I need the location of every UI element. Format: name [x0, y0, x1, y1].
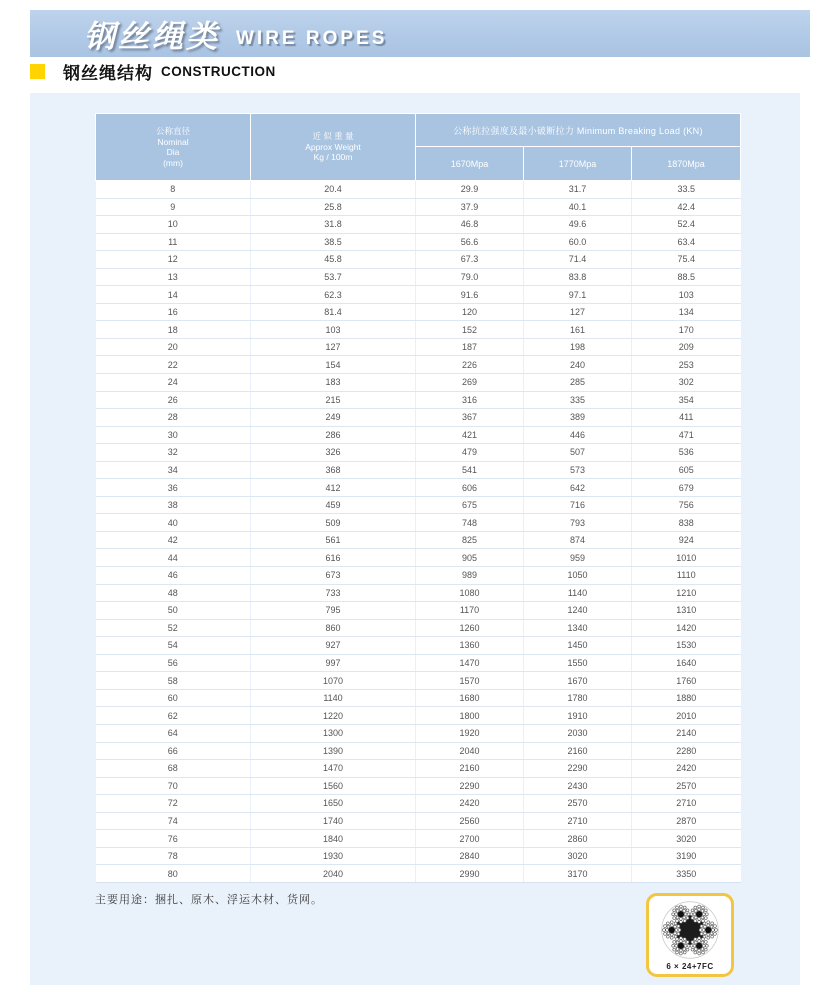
table-cell: 675	[416, 496, 524, 514]
table-cell: 1450	[524, 637, 632, 655]
table-cell: 33.5	[632, 181, 741, 199]
table-cell: 1800	[416, 707, 524, 725]
table-cell: 2560	[416, 812, 524, 830]
table-cell: 26	[96, 391, 251, 409]
table-cell: 536	[632, 444, 741, 462]
table-cell: 1220	[251, 707, 416, 725]
table-row	[96, 198, 741, 216]
table-cell: 1640	[632, 654, 741, 672]
table-cell: 161	[524, 321, 632, 339]
table-cell: 2420	[416, 795, 524, 813]
table-row	[96, 584, 741, 602]
table-cell: 120	[416, 303, 524, 321]
table-cell: 13	[96, 268, 251, 286]
table-row	[96, 830, 741, 848]
table-cell: 616	[251, 549, 416, 567]
table-cell: 91.6	[416, 286, 524, 304]
rope-construction-label: 6 × 24+7FC	[666, 962, 714, 971]
table-cell: 874	[524, 531, 632, 549]
table-cell: 1170	[416, 602, 524, 620]
table-cell: 997	[251, 654, 416, 672]
table-cell: 45.8	[251, 251, 416, 269]
table-cell: 170	[632, 321, 741, 339]
table-row	[96, 233, 741, 251]
usage-note: 主要用途：捆扎、原木、浮运木材、货网。	[95, 894, 323, 906]
table-cell: 354	[632, 391, 741, 409]
table-cell: 673	[251, 567, 416, 585]
col-header-line: (mm)	[163, 157, 183, 168]
col-header-min-breaking-load: 公称抗拉强度及最小破断拉力 Minimum Breaking Load (KN)	[416, 114, 741, 147]
table-cell: 81.4	[251, 303, 416, 321]
table-cell: 9	[96, 198, 251, 216]
table-cell: 18	[96, 321, 251, 339]
table-cell: 25.8	[251, 198, 416, 216]
table-cell: 127	[251, 338, 416, 356]
table-row	[96, 461, 741, 479]
table-row	[96, 181, 741, 199]
table-cell: 1210	[632, 584, 741, 602]
yellow-bullet-icon	[30, 64, 45, 79]
table-row	[96, 619, 741, 637]
table-cell: 1050	[524, 567, 632, 585]
table-cell: 860	[251, 619, 416, 637]
table-body	[96, 181, 741, 883]
table-cell: 905	[416, 549, 524, 567]
table-cell: 53.7	[251, 268, 416, 286]
table-cell: 79.0	[416, 268, 524, 286]
table-cell: 134	[632, 303, 741, 321]
table-cell: 285	[524, 374, 632, 392]
table-row	[96, 216, 741, 234]
table-cell: 2280	[632, 742, 741, 760]
table-cell: 2160	[524, 742, 632, 760]
table-cell: 326	[251, 444, 416, 462]
table-cell: 44	[96, 549, 251, 567]
table-cell: 249	[251, 409, 416, 427]
col-header-line: Kg / 100m	[313, 152, 353, 163]
table-cell: 541	[416, 461, 524, 479]
table-cell: 127	[524, 303, 632, 321]
table-cell: 42.4	[632, 198, 741, 216]
table-cell: 989	[416, 567, 524, 585]
table-cell: 1670	[524, 672, 632, 690]
table-cell: 2290	[416, 777, 524, 795]
table-cell: 70	[96, 777, 251, 795]
table-cell: 411	[632, 409, 741, 427]
table-cell: 20.4	[251, 181, 416, 199]
table-cell: 1780	[524, 689, 632, 707]
table-cell: 34	[96, 461, 251, 479]
table-row	[96, 531, 741, 549]
table-cell: 152	[416, 321, 524, 339]
table-cell: 2140	[632, 724, 741, 742]
table-row	[96, 356, 741, 374]
table-cell: 16	[96, 303, 251, 321]
col-header-approx-weight	[251, 114, 416, 181]
table-cell: 78	[96, 847, 251, 865]
table-row	[96, 795, 741, 813]
table-cell: 2710	[524, 812, 632, 830]
table-cell: 46	[96, 567, 251, 585]
table-cell: 40	[96, 514, 251, 532]
table-cell: 1470	[416, 654, 524, 672]
table-cell: 793	[524, 514, 632, 532]
table-cell: 1470	[251, 760, 416, 778]
table-cell: 367	[416, 409, 524, 427]
table-cell: 2860	[524, 830, 632, 848]
table-cell: 459	[251, 496, 416, 514]
table-cell: 24	[96, 374, 251, 392]
table-cell: 1550	[524, 654, 632, 672]
table-cell: 509	[251, 514, 416, 532]
table-row	[96, 444, 741, 462]
table-cell: 2430	[524, 777, 632, 795]
table-cell: 412	[251, 479, 416, 497]
table-cell: 1680	[416, 689, 524, 707]
col-header-line: Nominal	[157, 136, 189, 147]
wire-rope-spec-table	[95, 113, 741, 883]
table-cell: 76	[96, 830, 251, 848]
table-cell: 286	[251, 426, 416, 444]
table-cell: 269	[416, 374, 524, 392]
table-cell: 1240	[524, 602, 632, 620]
table-cell: 1390	[251, 742, 416, 760]
table-cell: 20	[96, 338, 251, 356]
col-header-line: Dia	[166, 147, 180, 157]
table-row	[96, 268, 741, 286]
table-cell: 71.4	[524, 251, 632, 269]
table-row	[96, 707, 741, 725]
table-row	[96, 251, 741, 269]
table-cell: 2870	[632, 812, 741, 830]
table-cell: 3190	[632, 847, 741, 865]
table-cell: 30	[96, 426, 251, 444]
table-cell: 56.6	[416, 233, 524, 251]
table-cell: 11	[96, 233, 251, 251]
table-cell: 756	[632, 496, 741, 514]
table-cell: 38.5	[251, 233, 416, 251]
table-cell: 1420	[632, 619, 741, 637]
table-row	[96, 637, 741, 655]
table-cell: 3170	[524, 865, 632, 883]
section-title-chinese: 钢丝绳结构	[63, 63, 153, 83]
col-header-line: 近 似 重 量	[312, 131, 354, 142]
table-cell: 2570	[632, 777, 741, 795]
table-cell: 29.9	[416, 181, 524, 199]
table-cell: 187	[416, 338, 524, 356]
table-cell: 1140	[524, 584, 632, 602]
table-cell: 72	[96, 795, 251, 813]
col-header-1770mpa: 1770Mpa	[524, 147, 632, 181]
table-row	[96, 391, 741, 409]
table-cell: 64	[96, 724, 251, 742]
table-cell: 58	[96, 672, 251, 690]
table-row	[96, 724, 741, 742]
table-cell: 716	[524, 496, 632, 514]
table-cell: 60	[96, 689, 251, 707]
table-cell: 2840	[416, 847, 524, 865]
table-cell: 209	[632, 338, 741, 356]
table-cell: 838	[632, 514, 741, 532]
table-cell: 1760	[632, 672, 741, 690]
table-cell: 1080	[416, 584, 524, 602]
table-cell: 31.8	[251, 216, 416, 234]
table-cell: 3020	[632, 830, 741, 848]
table-row	[96, 742, 741, 760]
table-cell: 1880	[632, 689, 741, 707]
table-cell: 46.8	[416, 216, 524, 234]
page-banner	[30, 10, 810, 57]
table-cell: 8	[96, 181, 251, 199]
table-cell: 679	[632, 479, 741, 497]
table-cell: 1920	[416, 724, 524, 742]
table-cell: 1910	[524, 707, 632, 725]
table-cell: 479	[416, 444, 524, 462]
col-header-line: 公称直径	[155, 126, 190, 136]
table-row	[96, 847, 741, 865]
table-cell: 2040	[416, 742, 524, 760]
table-cell: 97.1	[524, 286, 632, 304]
table-cell: 183	[251, 374, 416, 392]
table-cell: 1930	[251, 847, 416, 865]
table-row	[96, 374, 741, 392]
table-cell: 28	[96, 409, 251, 427]
table-cell: 54	[96, 637, 251, 655]
table-cell: 2700	[416, 830, 524, 848]
table-cell: 2160	[416, 760, 524, 778]
page-title-chinese: 钢丝绳类	[84, 19, 220, 54]
table-row	[96, 479, 741, 497]
table-cell: 927	[251, 637, 416, 655]
rope-cross-section-icon	[655, 899, 725, 961]
table-cell: 12	[96, 251, 251, 269]
table-cell: 446	[524, 426, 632, 444]
table-cell: 748	[416, 514, 524, 532]
table-cell: 22	[96, 356, 251, 374]
table-cell: 88.5	[632, 268, 741, 286]
table-cell: 80	[96, 865, 251, 883]
table-row	[96, 338, 741, 356]
table-row	[96, 514, 741, 532]
table-cell: 253	[632, 356, 741, 374]
table-cell: 56	[96, 654, 251, 672]
section-heading	[30, 61, 276, 81]
table-cell: 2010	[632, 707, 741, 725]
table-cell: 154	[251, 356, 416, 374]
table-row	[96, 689, 741, 707]
table-cell: 1140	[251, 689, 416, 707]
table-cell: 50	[96, 602, 251, 620]
table-row	[96, 321, 741, 339]
table-row	[96, 672, 741, 690]
table-cell: 49.6	[524, 216, 632, 234]
table-cell: 389	[524, 409, 632, 427]
col-header-line: Approx Weight	[305, 141, 361, 152]
table-cell: 215	[251, 391, 416, 409]
table-cell: 642	[524, 479, 632, 497]
table-cell: 795	[251, 602, 416, 620]
table-cell: 2570	[524, 795, 632, 813]
table-row	[96, 812, 741, 830]
table-cell: 2710	[632, 795, 741, 813]
table-cell: 68	[96, 760, 251, 778]
table-cell: 421	[416, 426, 524, 444]
table-cell: 14	[96, 286, 251, 304]
table-cell: 2040	[251, 865, 416, 883]
table-row	[96, 549, 741, 567]
section-title-english: CONSTRUCTION	[161, 63, 276, 79]
table-cell: 1110	[632, 567, 741, 585]
table-cell: 226	[416, 356, 524, 374]
table-header	[96, 114, 741, 181]
table-cell: 561	[251, 531, 416, 549]
page-title-english: WIRE ROPES	[236, 27, 388, 49]
content-panel	[30, 93, 800, 985]
col-header-1870mpa: 1870Mpa	[632, 147, 741, 181]
table-cell: 2990	[416, 865, 524, 883]
table-cell: 733	[251, 584, 416, 602]
table-cell: 40.1	[524, 198, 632, 216]
table-cell: 37.9	[416, 198, 524, 216]
table-cell: 62.3	[251, 286, 416, 304]
table-cell: 32	[96, 444, 251, 462]
table-cell: 48	[96, 584, 251, 602]
table-cell: 606	[416, 479, 524, 497]
table-cell: 83.8	[524, 268, 632, 286]
table-cell: 2420	[632, 760, 741, 778]
table-cell: 1740	[251, 812, 416, 830]
table-cell: 38	[96, 496, 251, 514]
table-cell: 2030	[524, 724, 632, 742]
table-cell: 60.0	[524, 233, 632, 251]
table-cell: 959	[524, 549, 632, 567]
table-cell: 66	[96, 742, 251, 760]
table-cell: 103	[632, 286, 741, 304]
table-cell: 36	[96, 479, 251, 497]
rope-cross-section-box	[646, 893, 734, 977]
table-cell: 605	[632, 461, 741, 479]
table-cell: 825	[416, 531, 524, 549]
table-cell: 1570	[416, 672, 524, 690]
table-cell: 74	[96, 812, 251, 830]
table-cell: 1310	[632, 602, 741, 620]
table-cell: 573	[524, 461, 632, 479]
table-cell: 1650	[251, 795, 416, 813]
table-row	[96, 567, 741, 585]
table-cell: 1360	[416, 637, 524, 655]
table-cell: 103	[251, 321, 416, 339]
table-cell: 316	[416, 391, 524, 409]
table-cell: 1560	[251, 777, 416, 795]
table-row	[96, 777, 741, 795]
table-cell: 1300	[251, 724, 416, 742]
table-cell: 3350	[632, 865, 741, 883]
table-cell: 10	[96, 216, 251, 234]
table-row	[96, 303, 741, 321]
table-cell: 368	[251, 461, 416, 479]
table-cell: 302	[632, 374, 741, 392]
table-cell: 52.4	[632, 216, 741, 234]
table-row	[96, 286, 741, 304]
table-cell: 924	[632, 531, 741, 549]
table-cell: 63.4	[632, 233, 741, 251]
table-cell: 1070	[251, 672, 416, 690]
table-cell: 67.3	[416, 251, 524, 269]
table-row	[96, 760, 741, 778]
col-header-nominal-dia	[96, 114, 251, 181]
table-row	[96, 426, 741, 444]
table-cell: 198	[524, 338, 632, 356]
table-cell: 62	[96, 707, 251, 725]
table-cell: 1010	[632, 549, 741, 567]
table-cell: 471	[632, 426, 741, 444]
table-cell: 75.4	[632, 251, 741, 269]
table-cell: 31.7	[524, 181, 632, 199]
table-cell: 1840	[251, 830, 416, 848]
table-cell: 1530	[632, 637, 741, 655]
table-row	[96, 865, 741, 883]
table-cell: 1260	[416, 619, 524, 637]
table-cell: 2290	[524, 760, 632, 778]
table-cell: 240	[524, 356, 632, 374]
table-row	[96, 496, 741, 514]
table-cell: 3020	[524, 847, 632, 865]
table-cell: 335	[524, 391, 632, 409]
table-cell: 52	[96, 619, 251, 637]
table-cell: 42	[96, 531, 251, 549]
table-row	[96, 602, 741, 620]
table-cell: 1340	[524, 619, 632, 637]
table-row	[96, 654, 741, 672]
table-row	[96, 409, 741, 427]
table-cell: 507	[524, 444, 632, 462]
col-header-1670mpa: 1670Mpa	[416, 147, 524, 181]
